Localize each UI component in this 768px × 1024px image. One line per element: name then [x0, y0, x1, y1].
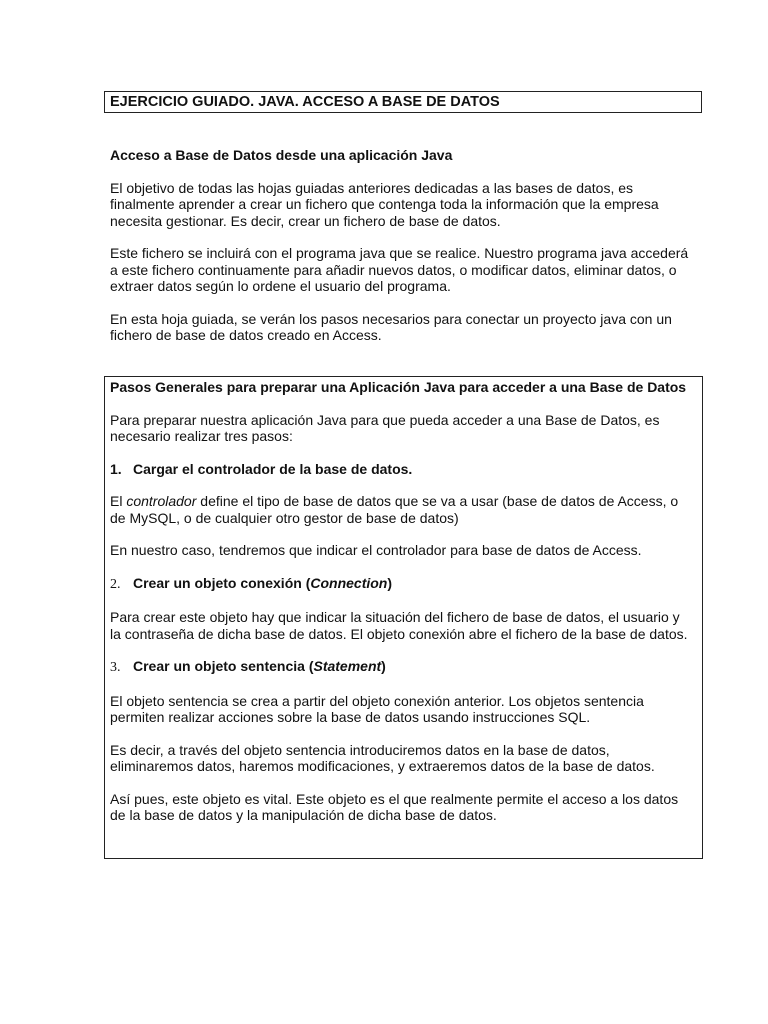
steps-intro-line: necesario realizar tres pasos: [110, 428, 293, 444]
text-span: Crear un objeto conexión ( [133, 574, 311, 591]
steps-box [104, 376, 703, 859]
step-1-paragraph-line: de MySQL, o de cualquier otro gestor de base de datos) [110, 509, 459, 526]
paragraph-line: extraer datos según lo ordene el usuario del programa. [110, 278, 451, 294]
step-3-paragraph-line: Es decir, a través del objeto sentencia introduciremos datos en la base de datos, [110, 741, 610, 758]
steps-intro-line: Para preparar nuestra aplicación Java para que pueda acceder a una Base de Datos, es [110, 411, 660, 428]
text-span: ) [381, 658, 386, 674]
steps-heading: Pasos Generales para preparar una Aplicación Java para acceder a una Base de Datos [110, 379, 687, 395]
intro-heading: Acceso a Base de Datos desde una aplicación Java [110, 147, 453, 163]
document-title: EJERCICIO GUIADO. JAVA. ACCESO A BASE DE DATOS [104, 91, 702, 113]
step-3-paragraph-line: permiten realizar acciones sobre la base de datos usando instrucciones SQL. [110, 709, 591, 725]
step-3-paragraph-line: El objeto sentencia se crea a partir del objeto conexión anterior. Los objetos sentencia [110, 692, 644, 709]
step-1-title [110, 461, 702, 478]
paragraph-line: Este fichero se incluirá con el programa java que se realice. Nuestro programa java accederá [110, 245, 689, 261]
step-2-number: 2. [110, 576, 121, 592]
step-1-paragraph-line [110, 493, 702, 510]
intro-paragraph-2 [110, 245, 710, 295]
step-3-number: 3. [110, 660, 121, 675]
step-2-title [110, 575, 702, 594]
paragraph-line: a este fichero continuamente para añadir nuevos datos, o modificar datos, eliminar datos, o [110, 261, 677, 278]
connection-term: Connection [310, 574, 388, 591]
paragraph-line: necesita gestionar. Es decir, crear un fichero de base de datos. [110, 212, 501, 229]
text-span: ) [387, 574, 393, 591]
step-1-title-text: Cargar el controlador de la base de datos. [133, 460, 413, 477]
step-3-paragraph-line: de la base de datos y la manipulación de dicha base de datos. [110, 807, 497, 823]
text-span: Crear un objeto sentencia ( [133, 658, 314, 674]
statement-term: Statement [313, 658, 382, 674]
step-3-paragraph-line: eliminaremos datos, haremos modificaciones, y extraeremos datos de la base de datos. [110, 758, 655, 774]
step-3-title [110, 658, 702, 677]
step-2-paragraph-line: la contraseña de dicha base de datos. El objeto conexión abre el fichero de la base de datos. [110, 625, 688, 642]
intro-section [110, 147, 710, 344]
text-span: El [110, 493, 127, 509]
step-1-number: 1. [110, 460, 122, 477]
intro-paragraph-3 [110, 311, 710, 344]
step-2-paragraph-line: Para crear este objeto hay que indicar la situación del fichero de base de datos, el usuario y [110, 609, 680, 625]
paragraph-line: El objetivo de todas las hojas guiadas anteriores dedicadas a las bases de datos, es [110, 179, 634, 196]
paragraph-line: fichero de base de datos creado en Access. [110, 327, 382, 343]
paragraph-line: En esta hoja guiada, se verán los pasos necesarios para conectar un proyecto java con un [110, 310, 672, 327]
step-1-paragraph-2: En nuestro caso, tendremos que indicar el controlador para base de datos de Access. [110, 542, 642, 558]
text-span: define el tipo de base de datos que se va a usar (base de datos de Access, o [196, 493, 679, 509]
step-3-paragraph-line: Así pues, este objeto es vital. Este objeto es el que realmente permite el acceso a los datos [110, 790, 679, 807]
paragraph-line: finalmente aprender a crear un fichero que contenga toda la información que la empresa [110, 196, 659, 212]
intro-paragraph-1 [110, 180, 710, 230]
controlador-term: controlador [126, 493, 197, 509]
